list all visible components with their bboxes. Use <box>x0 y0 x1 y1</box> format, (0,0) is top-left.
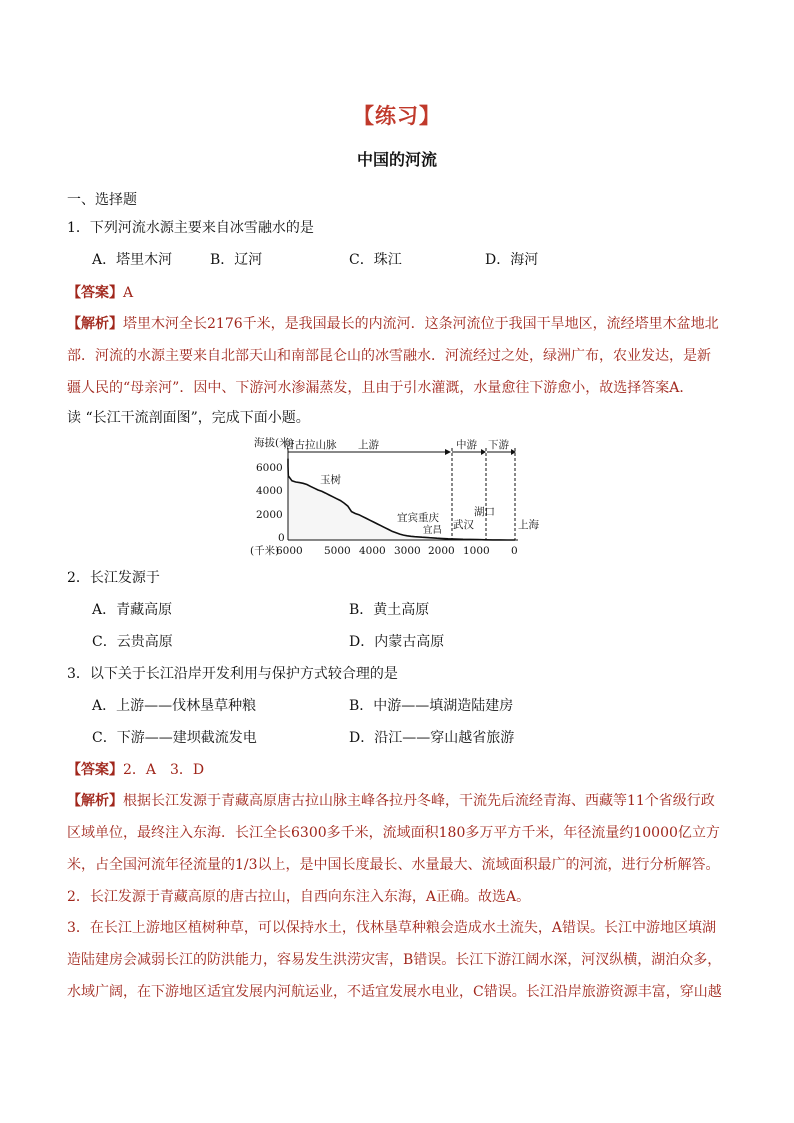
answer-1 <box>67 283 739 303</box>
analysis-2-line-1 <box>67 791 739 811</box>
analysis-text: 塔里木河全长2176千米，是我国最长的内流河．这条河流位于我国干旱地区，流经塔里木盆地北 <box>123 316 719 332</box>
question-2-option-a: A．青藏高原 <box>92 602 173 618</box>
label-upper: 上游 <box>358 439 379 451</box>
y-tick-6000: 6000 <box>256 462 283 474</box>
analysis-1-line-3: 疆人民的“母亲河”．因中、下游河水渗漏蒸发，且由于引水灌溉，水量愈往下游愈小，故选择答案A． <box>67 380 694 396</box>
label-lower: 下游 <box>488 439 509 451</box>
question-3-option-d: D．沿江——穿山越省旅游 <box>349 730 515 746</box>
answer-value: A <box>123 285 134 301</box>
explanation-3-line-2: 造陆建房会减弱长江的防洪能力，容易发生洪涝灾害，B错误。长江下游江阔水深，河汊纵横，湖泊众多， <box>67 952 722 968</box>
x-tick-2000: 2000 <box>428 545 455 557</box>
section-heading: 一、选择题 <box>67 192 137 208</box>
question-1-option-c: C．珠江 <box>349 252 402 268</box>
x-tick-6000: 6000 <box>276 545 303 557</box>
question-1-option-b: B．辽河 <box>210 252 263 268</box>
y-tick-4000: 4000 <box>256 485 283 497</box>
analysis-2-line-2: 区域单位，最终注入东海．长江全长6300多千米，流域面积180多万平方千米，年径流量约10000亿立方 <box>67 825 720 841</box>
question-2-option-c: C．云贵高原 <box>92 634 173 650</box>
y-axis-title: 海拔(米) <box>254 437 294 449</box>
x-tick-1000: 1000 <box>463 545 490 557</box>
question-1-option-a: A．塔里木河 <box>92 252 173 268</box>
middle-reach-arrowhead <box>481 449 486 455</box>
label-middle: 中游 <box>456 439 477 451</box>
question-1-stem: 1．下列河流水源主要来自冰雪融水的是 <box>67 220 314 236</box>
label-wuhan: 武汉 <box>453 519 474 531</box>
label-hukou: 湖口 <box>474 506 495 518</box>
question-2-option-d: D．内蒙古高原 <box>349 634 445 650</box>
x-axis-unit: (千米) <box>250 545 280 557</box>
label-tanggula: 唐古拉山脉 <box>284 439 337 451</box>
analysis-text: 根据长江发源于青藏高原唐古拉山脉主峰各拉丹冬峰，干流先后流经青海、西藏等11个省级行政 <box>123 793 715 809</box>
question-2-option-b: B．黄土高原 <box>349 602 430 618</box>
question-1-option-d: D．海河 <box>485 252 539 268</box>
analysis-1-line-1 <box>67 314 739 334</box>
answer-tag: 【答案】 <box>67 762 123 778</box>
y-tick-0: 0 <box>278 532 285 544</box>
label-yichang: 宜昌 <box>423 525 443 536</box>
question-2-stem: 2．长江发源于 <box>67 570 160 586</box>
yangtze-profile-figure <box>240 436 550 558</box>
answer-value: 2．A 3．D <box>123 762 205 778</box>
label-yushu: 玉树 <box>320 474 341 486</box>
explanation-3-line-1: 3．在长江上游地区植树种草，可以保持水土，伐林垦草种粮会造成水土流失，A错误。长江中游地区填湖 <box>67 920 717 936</box>
x-tick-5000: 5000 <box>324 545 351 557</box>
question-3-option-a: A．上游——伐林垦草种粮 <box>92 698 257 714</box>
y-tick-2000: 2000 <box>256 509 283 521</box>
question-3-stem: 3．以下关于长江沿岸开发利用与保护方式较合理的是 <box>67 666 398 682</box>
label-yibin-chongqing: 宜宾重庆 <box>397 512 439 524</box>
page-title: 【练习】 <box>353 104 441 128</box>
question-3-option-b: B．中游——填湖造陆建房 <box>349 698 514 714</box>
answer-2-3 <box>67 760 739 780</box>
page-subtitle: 中国的河流 <box>356 150 437 169</box>
question-3-option-c: C．下游——建坝截流发电 <box>92 730 257 746</box>
x-tick-0: 0 <box>511 545 518 557</box>
x-tick-4000: 4000 <box>359 545 386 557</box>
label-shanghai: 上海 <box>518 519 539 531</box>
analysis-1-line-2: 部．河流的水源主要来自北部天山和南部昆仑山的冰雪融水．河流经过之处，绿洲广布，农业发达，是新 <box>67 348 711 364</box>
analysis-tag: 【解析】 <box>67 316 123 332</box>
explanation-3-line-3: 水域广阔，在下游地区适宜发展内河航运业，不适宜发展水电业，C错误。长江沿岸旅游资源丰富，穿山越 <box>67 984 722 1000</box>
x-tick-3000: 3000 <box>394 545 421 557</box>
upper-reach-arrowhead <box>445 449 451 455</box>
analysis-tag: 【解析】 <box>67 793 123 809</box>
explanation-2: 2．长江发源于青藏高原的唐古拉山，自西向东注入东海，A正确。故选A。 <box>67 889 531 905</box>
read-prompt: 读 “长江干流剖面图”，完成下面小题。 <box>67 410 310 426</box>
answer-tag: 【答案】 <box>67 285 123 301</box>
elevation-profile-area <box>288 459 515 540</box>
analysis-2-line-3: 米，占全国河流年径流量的1/3以上，是中国长度最长、水量最大、流域面积最广的河流，进行分析解答。 <box>67 857 720 873</box>
